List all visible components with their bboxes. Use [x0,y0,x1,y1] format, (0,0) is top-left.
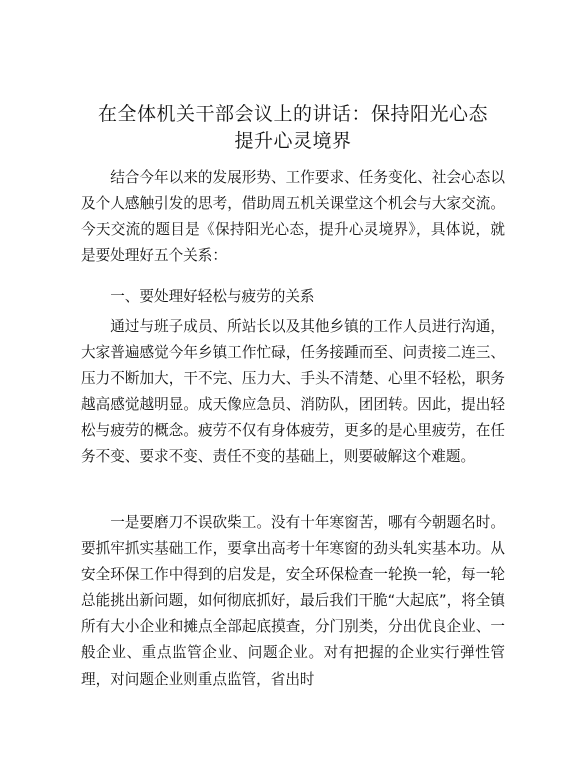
document-title-line2: 提升心灵境界 [234,130,352,152]
body-paragraph: 通过与班子成员、所站长以及其他乡镇的工作人员进行沟通，大家普遍感觉今年乡镇工作忙碌，任务接踵而至、问责接二连三、压力不断加大，干不完、压力大、手头不清楚、心里不轻松，职务越高感觉越明显。成天像应急员、消防队，团团转。因此，提出轻松与疲劳的概念。疲劳不仅有身体疲劳，更多的是心里疲劳，在任务不变、要求不变、责任不变的基础上，则要破解这个难题。 [81,318,505,466]
section-heading: 一、要处理好轻松与疲劳的关系 [110,288,315,305]
document-title-line1: 在全体机关干部会议上的讲话：保持阳光心态 [97,103,488,125]
intro-paragraph: 结合今年以来的发展形势、工作要求、任务变化、社会心态以及个人感触引发的思考，借助周五机关课堂这个机会与大家交流。今天交流的题目是《保持阳光心态，提升心灵境界》，具体说，就是要处理好五个关系： [81,169,505,265]
body-paragraph: 一是要磨刀不误砍柴工。没有十年寒窗苦，哪有今朝题名时。要抓牢抓实基础工作，要拿出高考十年寒窗的劲头轧实基本功。从安全环保工作中得到的启发是，安全环保检查一轮换一轮，每一轮总能挑出新问题，如何彻底抓好，最后我们干脆“大起底”，将全镇所有大小企业和摊点全部起底摸查，分门别类，分出优良企业、一般企业、重点监管企业、问题企业。对有把握的企业实行弹性管理，对问题企业则重点监管，省出时 [81,514,505,688]
